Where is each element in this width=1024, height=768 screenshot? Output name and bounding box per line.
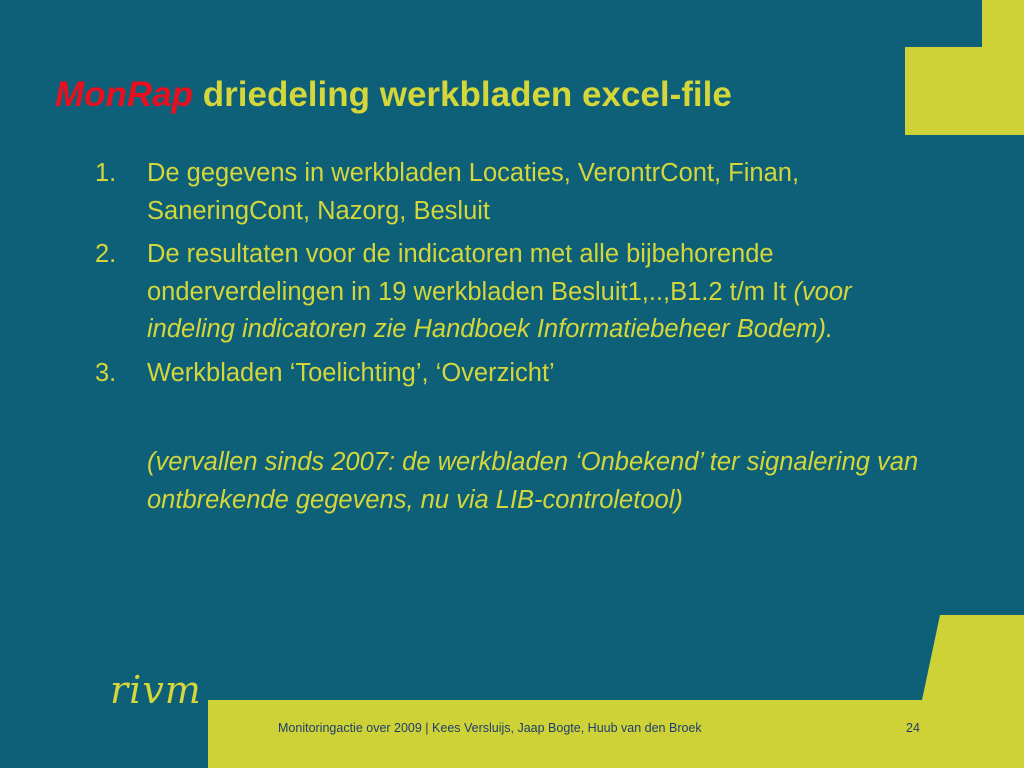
footer-band <box>208 615 1024 768</box>
list-item <box>95 155 935 230</box>
title-text: driedeling werkbladen excel-file <box>193 75 732 114</box>
slide-title <box>55 72 895 118</box>
list-item-text: De gegevens in werkbladen Locaties, VerontrCont, Finan, SaneringCont, Nazorg, Besluit <box>147 159 800 225</box>
slide-content <box>95 155 935 519</box>
rivm-logo: rivm <box>110 668 202 712</box>
list-item-text: Werkbladen ‘Toelichting’, ‘Overzicht’ <box>147 358 555 387</box>
footer-text: Monitoringactie over 2009 | Kees Versluijs, Jaap Bogte, Huub van den Broek <box>278 721 702 735</box>
list-item <box>95 236 935 349</box>
note-paragraph: (vervallen sinds 2007: de werkbladen ‘Onbekend’ ter signalering van ontbrekende gegevens, nu via LIB-controletool) <box>147 448 919 514</box>
list-item-number: 2. <box>95 240 117 268</box>
list-item-number: 3. <box>95 358 117 387</box>
list-item-text-wrapper <box>147 236 935 349</box>
list-item <box>95 355 935 393</box>
list-item-italic-note: (voor indeling indicatoren zie Handboek Informatiebeheer Bodem). <box>147 277 852 343</box>
list-item-number: 1. <box>95 159 117 187</box>
title-brand: MonRap <box>55 75 194 114</box>
list-item-text: De resultaten voor de indicatoren met alle bijbehorende onderverdelingen in 19 werkbladen Besluit1,..,B1.2 t/m It <box>147 240 794 306</box>
page-number: 24 <box>906 721 920 735</box>
